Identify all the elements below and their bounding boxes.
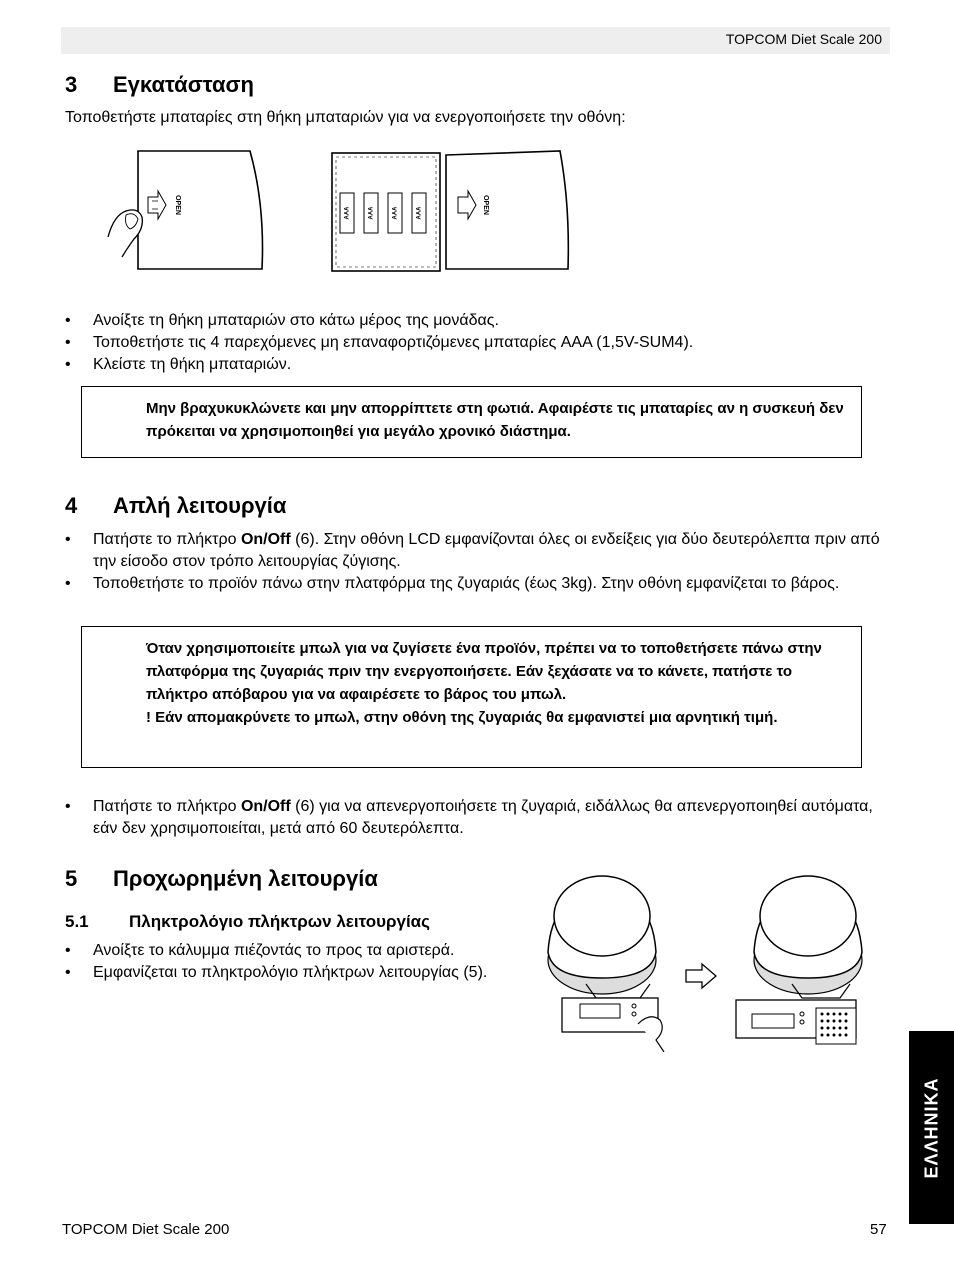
battery-cover-closed [138, 151, 263, 269]
section-3-heading [65, 72, 254, 98]
section-number: 4 [65, 493, 78, 518]
text: (6). Στην οθόνη LCD εμφανίζονται όλες οι ενδείξεις για δύο δευτερόλεπτα πριν από την είσοδο στον τρόπο λειτουργίας ζύγισης. [93, 531, 880, 570]
section-number: 5 [65, 866, 78, 891]
battery-label: AAA [416, 206, 423, 220]
list-item: • Ανοίξτε τη θήκη μπαταριών στο κάτω μέρος της μονάδας. [62, 310, 890, 332]
lcd-screen [580, 1004, 620, 1018]
list-item: • Τοποθετήστε τις 4 παρεχόμενες μη επαναφορτιζόμενες μπαταρίες AAA (1,5V-SUM4). [62, 332, 890, 354]
section-number: 3 [65, 72, 78, 97]
battery-label: AAA [392, 206, 399, 220]
subsection-title: Πληκτρολόγιο πλήκτρων λειτουργίας [129, 912, 430, 931]
lcd-screen [752, 1014, 794, 1028]
scale-keypad-figure [540, 872, 880, 1052]
text: Πατήστε το πλήκτρο [93, 531, 241, 548]
text: (6) για να απενεργοποιήσετε τη ζυγαριά, ειδάλλως θα απενεργοποιηθεί αυτόματα, εάν δεν χρησιμοποιείται, μετά από 60 δευτερόλεπτα. [93, 798, 873, 837]
battery-installation-figure [100, 145, 580, 277]
scale-closed [548, 876, 664, 1052]
finger-icon [638, 1017, 664, 1052]
section-title: Προχωρημένη λειτουργία [113, 866, 378, 891]
list-item: • Τοποθετήστε το προϊόν πάνω στην πλατφόρμα της ζυγαριάς (έως 3kg). Στην οθόνη εμφανίζεται το βάρος. [62, 573, 890, 595]
scale-open [736, 876, 862, 1044]
battery-label: AAA [344, 206, 351, 220]
note-warning: ! Εάν απομακρύνετε το μπωλ, στην οθόνη της ζυγαριάς θα εμφανιστεί μια αρνητική τιμή. [146, 709, 778, 726]
battery-cover-removed [446, 151, 568, 269]
list-item: • Εμφανίζεται το πληκτρολόγιο πλήκτρων λειτουργίας (5). [62, 962, 522, 984]
note-text: Όταν χρησιμοποιείτε μπωλ για να ζυγίσετε ένα προϊόν, πρέπει να το τοποθετήσετε πάνω στην πλατφόρμα της ζυγαριάς πριν την ενεργοποιήσετε. Εάν ξεχάσατε να το κάνετε, πατήστε το πλήκτρο απόβαρου για να αφαιρέσετε το βάρος του μπωλ. [146, 640, 822, 703]
arrow-icon [686, 964, 716, 988]
key-label: On/Off [240, 531, 291, 548]
section-4-bullets [62, 529, 890, 595]
section-title: Εγκατάσταση [113, 72, 254, 97]
list-item: • Ανοίξτε το κάλυμμα πιέζοντάς το προς τα αριστερά. [62, 940, 522, 962]
open-label: OPEN [174, 195, 181, 215]
section-title: Απλή λειτουργία [113, 493, 287, 518]
list-item: • Κλείστε τη θήκη μπαταριών. [62, 354, 890, 376]
header-title: TOPCOM Diet Scale 200 [725, 31, 882, 47]
subsection-number: 5.1 [65, 912, 89, 931]
section-5-heading [65, 866, 378, 892]
list-item [62, 529, 890, 573]
section-3-bullets [62, 310, 890, 376]
section-4-heading [65, 493, 286, 519]
list-item [62, 796, 890, 840]
note-box-batteries [81, 386, 862, 458]
section-4-bullets-2 [62, 796, 890, 840]
section-3-intro: Τοποθετήστε μπαταρίες στη θήκη μπαταριών για να ενεργοποιήσετε την οθόνη: [65, 109, 626, 126]
battery-label: AAA [368, 206, 375, 220]
language-tab-label: ΕΛΛΗΝΙΚΑ [921, 1076, 941, 1179]
page-number: 57 [870, 1221, 887, 1238]
section-5-bullets [62, 940, 522, 984]
key-label: On/Off [240, 798, 291, 815]
text: Πατήστε το πλήκτρο [93, 798, 241, 815]
note-text: Μην βραχυκυκλώνετε και μην απορρίπτετε στη φωτιά. Αφαιρέστε τις μπαταρίες αν η συσκευή δεν πρόκειται να χρησιμοποιηθεί για μεγάλο χρονικό διάστημα. [146, 400, 844, 440]
subsection-5-1-heading [65, 912, 430, 932]
open-label: OPEN [482, 195, 489, 215]
language-tab [909, 1031, 954, 1224]
footer-product: TOPCOM Diet Scale 200 [62, 1221, 230, 1238]
note-box-bowl [81, 626, 862, 768]
